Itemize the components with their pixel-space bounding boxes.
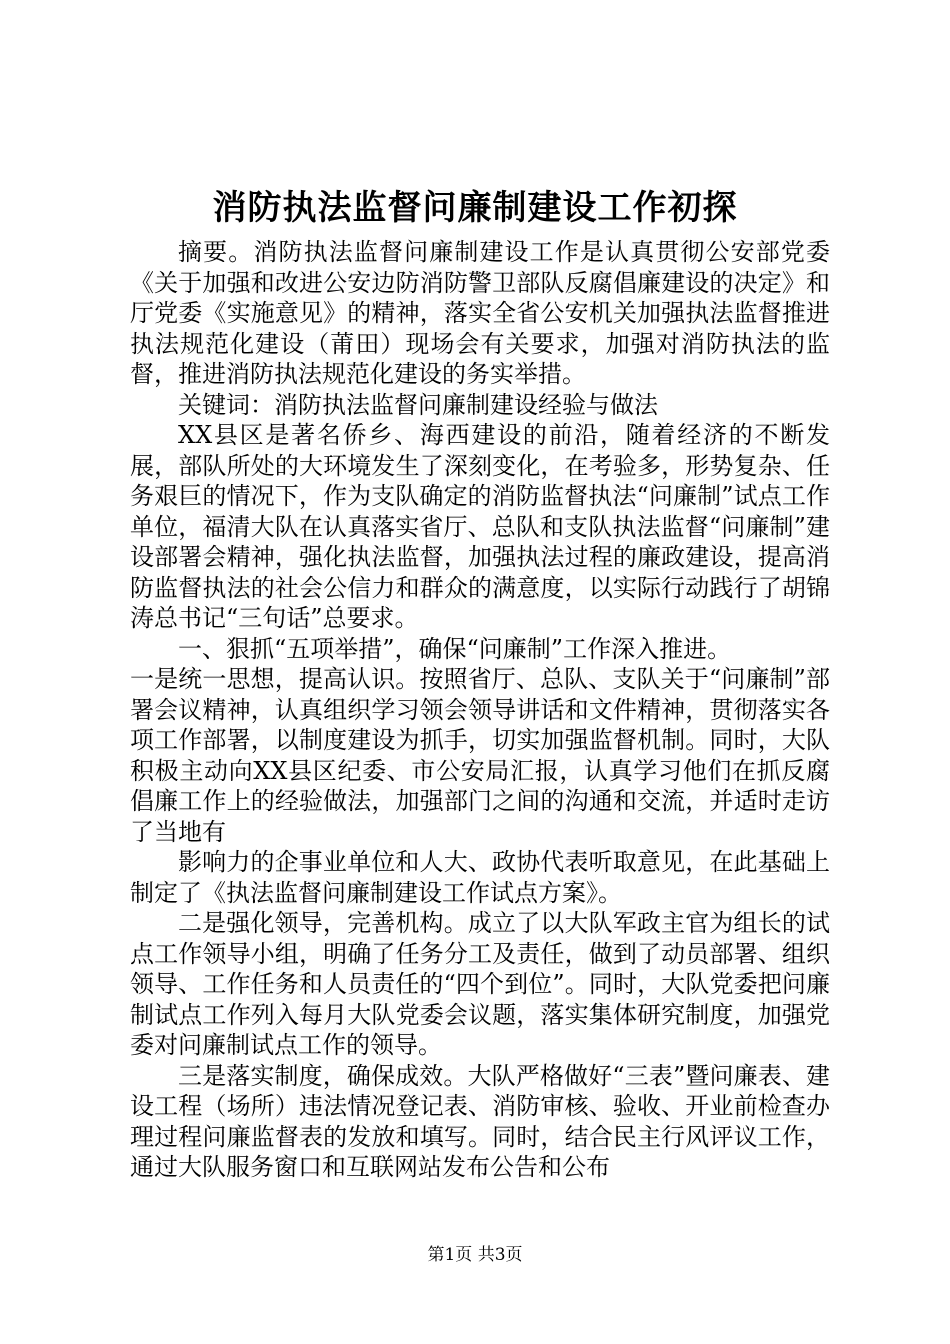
body-paragraph: 一是统一思想，提高认识。按照省厅、总队、支队关于“问廉制”部署会议精神，认真组织学习领会领导讲话和文件精神，贯彻落实各项工作部署，以制度建设为抓手，切实加强监督机制。同时，大队积极主动向XX县区纪委、市公安局汇报，认真学习他们在抓反腐倡廉工作上的经验做法，加强部门之间的沟通和交流，并适时走访了当地有: [130, 665, 830, 846]
body-paragraph: 二是强化领导，完善机构。成立了以大队军政主官为组长的试点工作领导小组，明确了任务分工及责任，做到了动员部署、组织领导、工作任务和人员责任的“四个到位”。同时，大队党委把问廉制试点工作列入每月大队党委会议题，落实集体研究制度，加强党委对问廉制试点工作的领导。: [130, 909, 830, 1059]
body-paragraph: 三是落实制度，确保成效。大队严格做好“三表”暨问廉表、建设工程（场所）违法情况登记表、消防审核、验收、开业前检查办理过程问廉监督表的发放和填写。同时，结合民主行风评议工作，通过大队服务窗口和互联网站发布公告和公布: [130, 1061, 830, 1181]
intro-paragraph: XX县区是著名侨乡、海西建设的前沿，随着经济的不断发展，部队所处的大环境发生了深刻变化，在考验多，形势复杂、任务艰巨的情况下，作为支队确定的消防监督执法“问廉制”试点工作单位，福清大队在认真落实省厅、总队和支队执法监督“问廉制”建设部署会精神，强化执法监督，加强执法过程的廉政建设，提高消防监督执法的社会公信力和群众的满意度，以实际行动践行了胡锦涛总书记“三句话”总要求。: [130, 421, 830, 632]
abstract-paragraph: 摘要。消防执法监督问廉制建设工作是认真贯彻公安部党委《关于加强和改进公安边防消防警卫部队反腐倡廉建设的决定》和厅党委《实施意见》的精神，落实全省公安机关加强执法监督推进执法规范化建设（莆田）现场会有关要求，加强对消防执法的监督，推进消防执法规范化建设的务实举措。: [130, 238, 830, 388]
document-title: 消防执法监督问廉制建设工作初探: [212, 188, 738, 228]
document-body: [130, 237, 830, 1183]
page-number: 第1页 共3页: [427, 1245, 523, 1265]
keywords-paragraph: 关键词：消防执法监督问廉制建设经验与做法: [178, 390, 658, 419]
section-heading: 一、狠抓“五项举措”，确保“问廉制”工作深入推进。: [178, 634, 732, 663]
body-paragraph: 影响力的企事业单位和人大、政协代表听取意见，在此基础上制定了《执法监督问廉制建设工作试点方案》。: [130, 848, 830, 907]
